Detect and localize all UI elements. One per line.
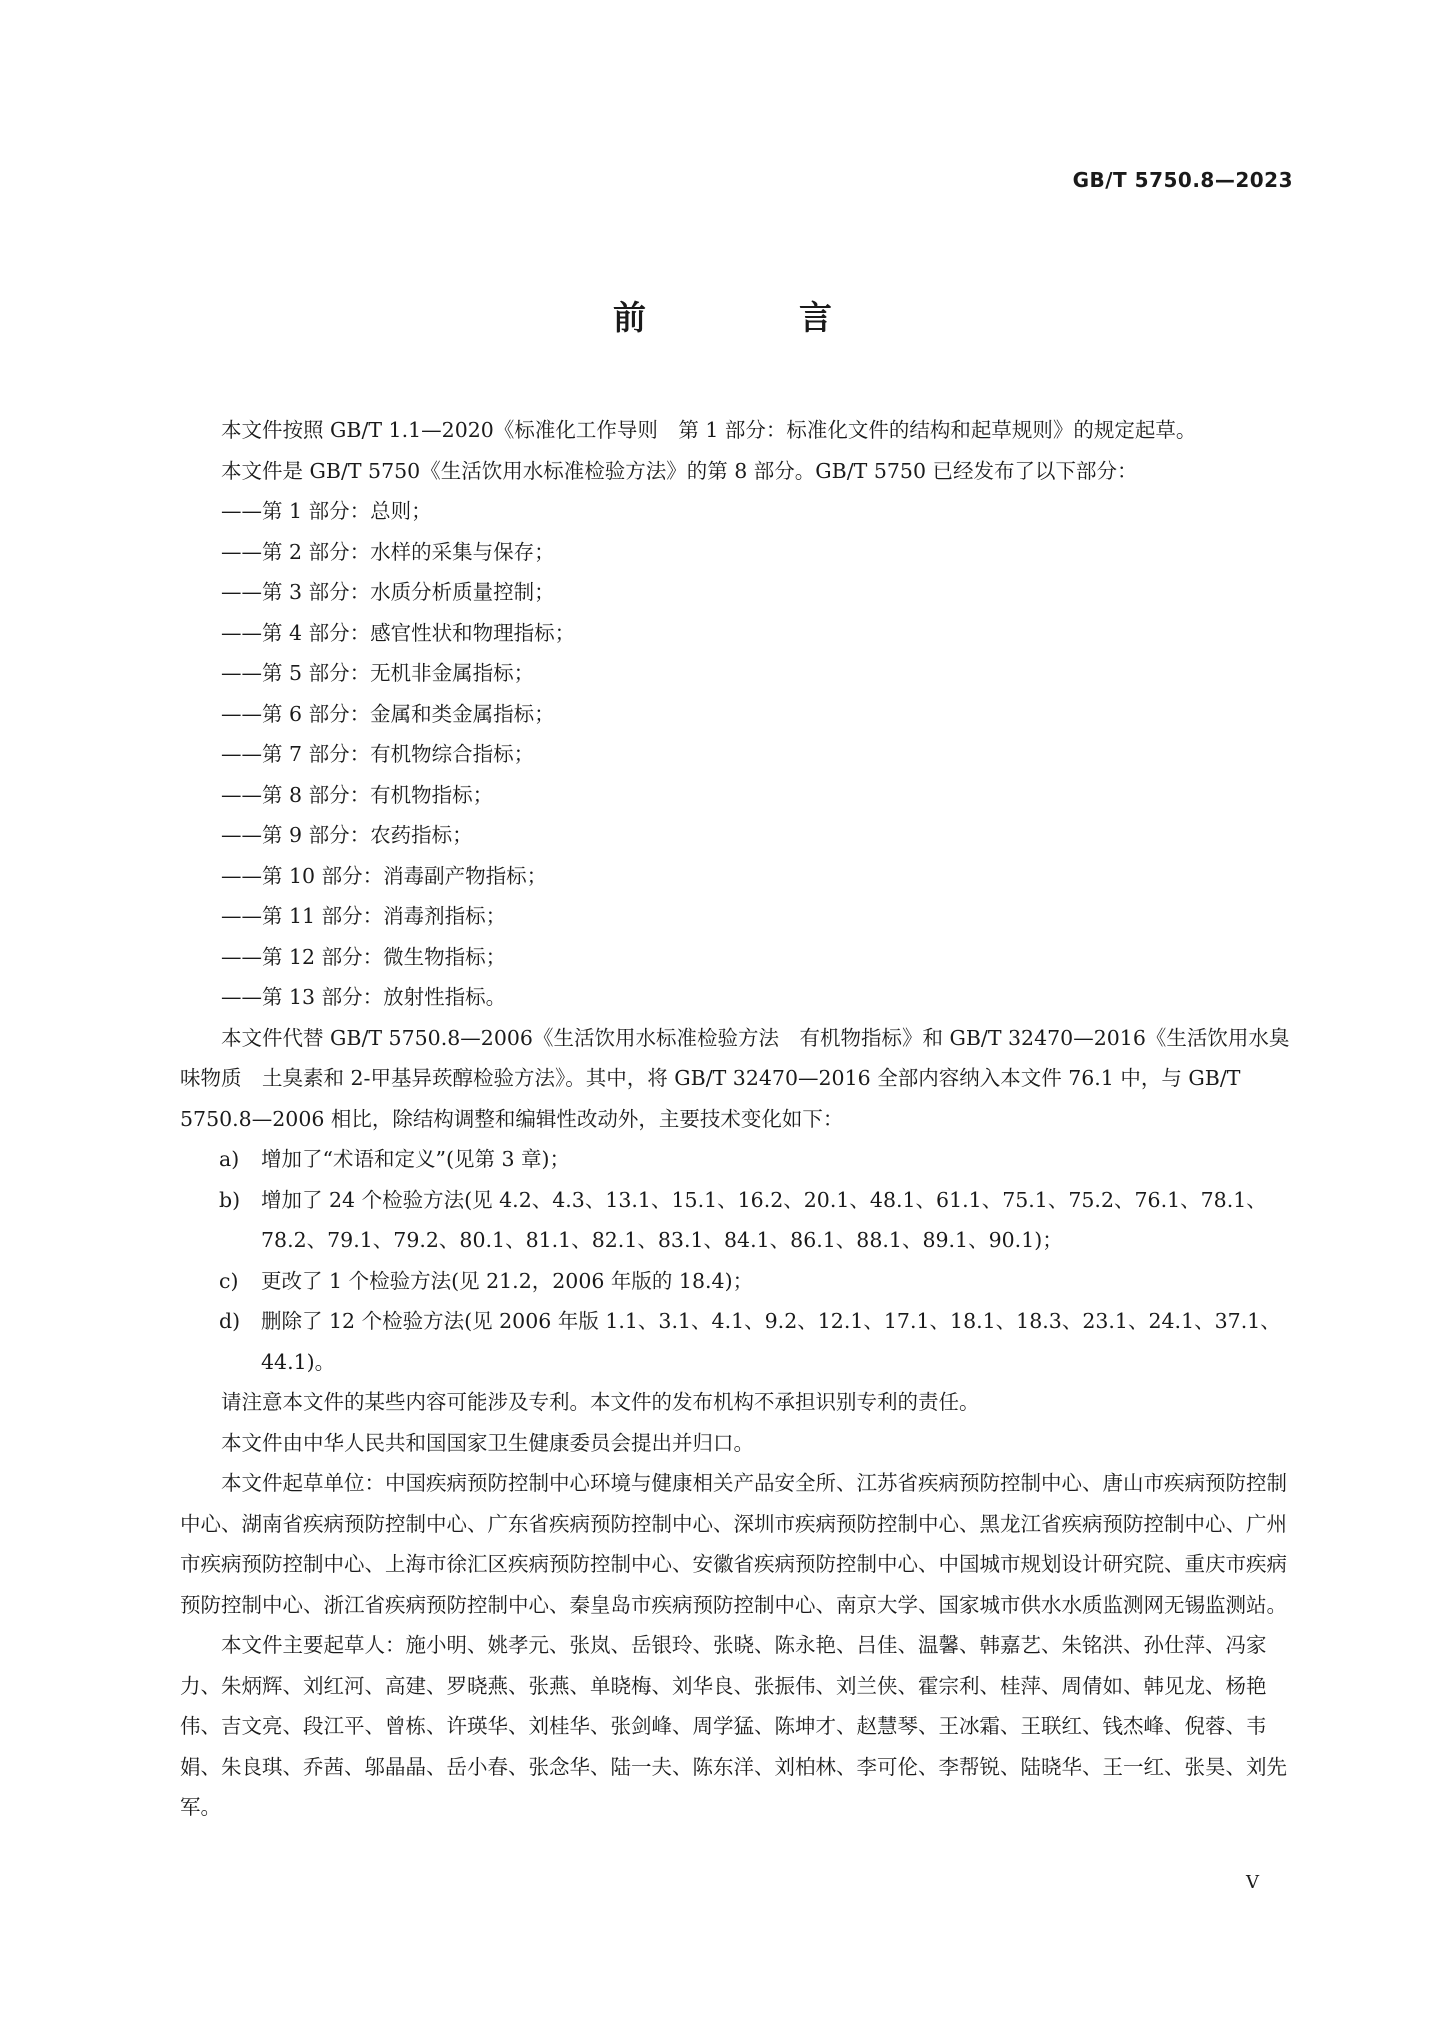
change-marker: c) xyxy=(219,1268,239,1293)
list-item: ——第 8 部分：有机物指标； xyxy=(221,782,494,807)
change-text: 删除了 12 个检验方法(见 2006 年版 1.1、3.1、4.1、9.2、12.1、17.1、18.1、18.3、23.1、24.1、37.1、44.1)。 xyxy=(261,1309,1281,1374)
list-item: ——第 5 部分：无机非金属指标； xyxy=(221,661,535,685)
paragraph-drafters: 本文件主要起草人：施小明、姚孝元、张岚、岳银玲、张晓、陈永艳、吕佳、温馨、韩嘉艺、朱铭洪、孙仕萍、冯家力、朱炳辉、刘红河、高建、罗晓燕、张燕、单晓梅、刘华良、张振伟、刘兰侠、霍宗利、桂萍、周倩如、韩见龙、杨艳伟、吉文亮、段江平、曾栋、许瑛华、刘桂华、张剑峰、周学猛、陈坤才、赵慧琴、王冰霜、王联红、钱杰峰、倪蓉、韦娟、朱良琪、乔茜、邬晶晶、岳小春、张念华、陆一夫、陈东洋、刘柏林、李可伦、李帮锐、陆晓华、王一红、张昊、刘先军。 xyxy=(180,1633,1287,1819)
list-item: ——第 2 部分：水样的采集与保存； xyxy=(221,539,555,564)
paragraph-patent-notice: 请注意本文件的某些内容可能涉及专利。本文件的发布机构不承担识别专利的责任。 xyxy=(221,1390,980,1414)
list-item: ——第 4 部分：感官性状和物理指标； xyxy=(221,620,576,645)
document-code: GB/T 5750.8—2023 xyxy=(1072,168,1293,192)
list-item: ——第 1 部分：总则； xyxy=(221,499,432,523)
list-item: ——第 10 部分：消毒副产物指标； xyxy=(221,863,548,888)
change-text: 更改了 1 个检验方法(见 21.2，2006 年版的 18.4)； xyxy=(261,1268,754,1293)
change-marker: d) xyxy=(219,1309,241,1333)
page-title: 前 言 xyxy=(613,298,892,337)
change-item-a xyxy=(180,1139,1290,1180)
list-item: ——第 11 部分：消毒剂指标； xyxy=(221,904,507,928)
list-item: ——第 7 部分：有机物综合指标； xyxy=(221,742,535,766)
list-item: ——第 3 部分：水质分析质量控制； xyxy=(221,580,555,604)
paragraph-drafting-units: 本文件起草单位：中国疾病预防控制中心环境与健康相关产品安全所、江苏省疾病预防控制中心、唐山市疾病预防控制中心、湖南省疾病预防控制中心、广东省疾病预防控制中心、深圳市疾病预防控制中心、黑龙江省疾病预防控制中心、广州市疾病预防控制中心、上海市徐汇区疾病预防控制中心、安徽省疾病预防控制中心、中国城市规划设计研究院、重庆市疾病预防控制中心、浙江省疾病预防控制中心、秦皇岛市疾病预防控制中心、南京大学、国家城市供水水质监测网无锡监测站。 xyxy=(180,1471,1287,1617)
change-marker: b) xyxy=(219,1187,241,1212)
paragraph-drafting-rules: 本文件按照 GB/T 1.1—2020《标准化工作导则 第 1 部分：标准化文件的结构和起草规则》的规定起草。 xyxy=(221,418,1197,442)
change-text: 增加了“术语和定义”(见第 3 章)； xyxy=(261,1147,571,1171)
change-item-c xyxy=(180,1261,1290,1302)
change-item-d xyxy=(180,1301,1290,1382)
change-marker: a) xyxy=(219,1147,240,1171)
paragraph-series-intro: 本文件是 GB/T 5750《生活饮用水标准检验方法》的第 8 部分。GB/T 5750 已经发布了以下部分： xyxy=(221,458,1138,483)
list-item: ——第 6 部分：金属和类金属指标； xyxy=(221,701,555,726)
change-text: 增加了 24 个检验方法(见 4.2、4.3、13.1、15.1、16.2、20.1、48.1、61.1、75.1、75.2、76.1、78.1、78.2、79.1、79.2、80.1、81.1、82.1、83.1、84.1、86.1、88.1、89.1、90.1)； xyxy=(261,1187,1267,1252)
paragraph-replacement: 本文件代替 GB/T 5750.8—2006《生活饮用水标准检验方法 有机物指标》和 GB/T 32470—2016《生活饮用水臭味物质 土臭素和 2-甲基异莰醇检验方法》。其中，将 GB/T 32470—2016 全部内容纳入本文件 76.1 中，与 GB/T 5750.8—2006 相比，除结构调整和编辑性改动外，主要技术变化如下： xyxy=(180,1025,1290,1131)
list-item: ——第 9 部分：农药指标； xyxy=(221,823,473,847)
foreword-body xyxy=(180,410,1290,1828)
list-item: ——第 13 部分：放射性指标。 xyxy=(221,985,507,1009)
paragraph-proposer: 本文件由中华人民共和国国家卫生健康委员会提出并归口。 xyxy=(221,1430,754,1455)
page-number: V xyxy=(1246,1872,1259,1893)
list-item: ——第 12 部分：微生物指标； xyxy=(221,944,507,969)
change-item-b xyxy=(180,1180,1290,1261)
